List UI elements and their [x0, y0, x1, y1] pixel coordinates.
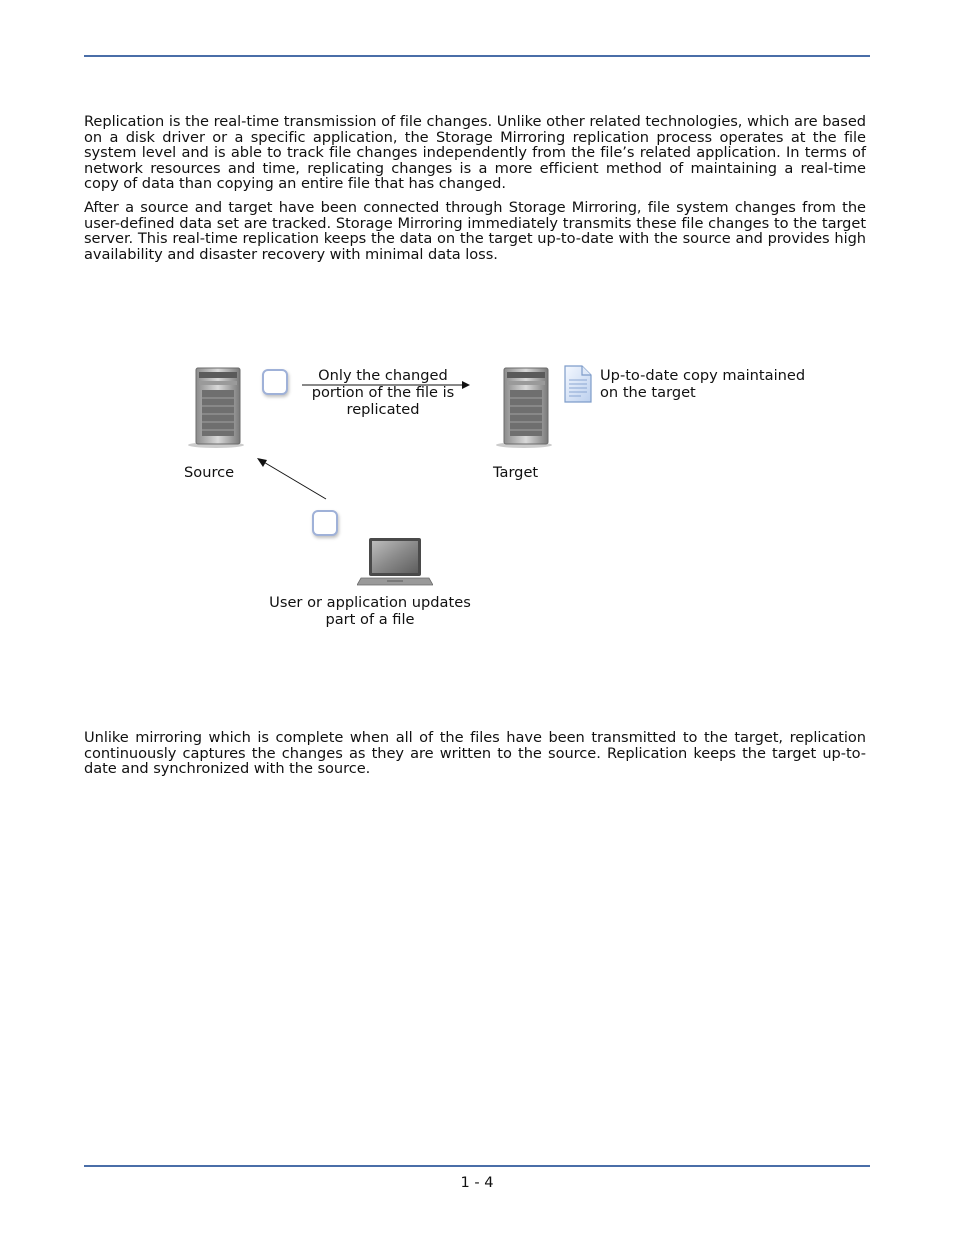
copy-maintained-line-1: Up-to-date copy maintained: [600, 367, 806, 384]
footer-rule: [84, 1165, 870, 1167]
target-label: Target: [493, 464, 539, 481]
update-arrow: [262, 461, 326, 499]
laptop-icon: [357, 536, 433, 588]
copy-maintained-line-2: on the target: [600, 384, 696, 401]
copy-maintained-label: [600, 367, 805, 401]
update-arrowhead: [257, 458, 267, 467]
changed-portion-label: [300, 367, 466, 418]
document-icon: [563, 364, 593, 404]
source-label: Source: [184, 464, 235, 481]
connection-paragraph: After a source and target have been connected through Storage Mirroring, file system changes from the user-defined data set are tracked. Storage Mirroring immediately transmits these file changes to the target server. This real-time replication keeps the data on the target up-to-date with the source and provides high availability and disaster recovery with minimal data loss.: [84, 199, 866, 263]
page-number: 1 - 4: [460, 1174, 494, 1191]
step-box-icon: [262, 369, 288, 395]
changed-portion-line-1: Only the changed: [318, 367, 448, 384]
user-update-line-1: User or application updates: [269, 594, 471, 611]
source-server-icon: [186, 366, 246, 448]
user-update-line-2: part of a file: [325, 611, 415, 628]
intro-paragraph: Replication is the real-time transmission of file changes. Unlike other related technologies, which are based on a disk driver or a specific application, the Storage Mirroring replication process operates at the file system level and is able to track file changes independently from the file’s related application. In terms of network resources and time, replicating changes is a more efficient method of maintaining a real-time copy of data than copying an entire file that has changed.: [84, 113, 866, 192]
header-rule: [84, 55, 870, 57]
user-update-label: [252, 594, 488, 628]
step-box-icon: [312, 510, 338, 536]
target-server-icon: [494, 366, 554, 448]
changed-portion-line-3: replicated: [346, 401, 420, 418]
mirroring-comparison-paragraph: Unlike mirroring which is complete when all of the files have been transmitted to the target, replication continuously captures the changes as they are written to the source. Replication keeps the target up-to-date and synchronized with the source.: [84, 729, 866, 777]
changed-portion-line-2: portion of the file is: [311, 384, 455, 401]
